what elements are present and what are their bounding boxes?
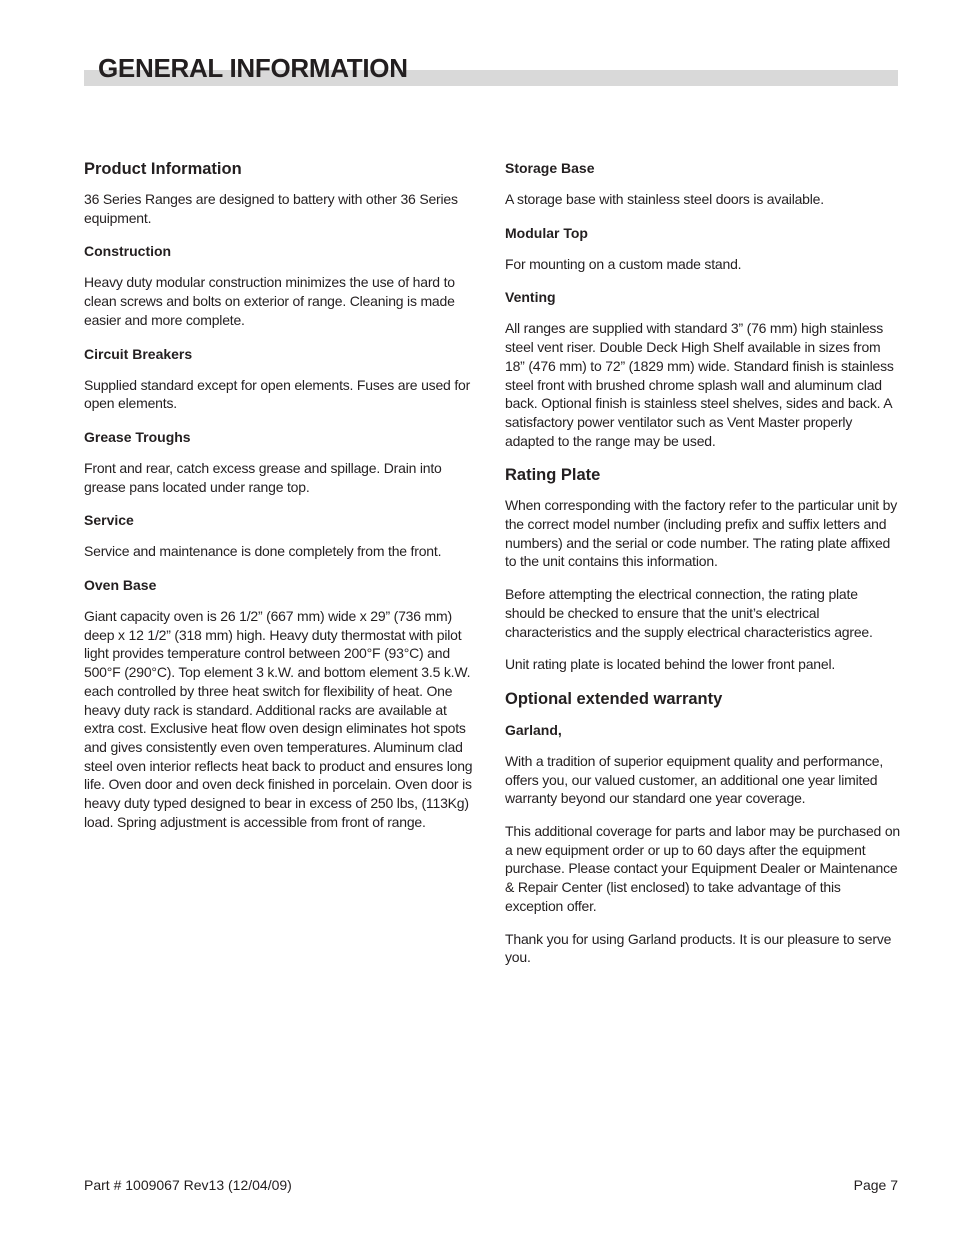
modular-top-text: For mounting on a custom made stand. [505,255,742,272]
warranty-text-1: With a tradition of superior equipment quality and performance, offers you, our valued customer, an additional one year limited warranty beyond our standard one year coverage. [505,752,884,807]
circuit-breakers-heading: Circuit Breakers [84,345,193,362]
grease-troughs-text: Front and rear, catch excess grease and spillage. Drain into grease pans located under range top. [84,459,442,495]
modular-top-heading: Modular Top [505,224,588,241]
oven-base-text: Giant capacity oven is 26 1/2” (667 mm) wide x 29” (736 mm) deep x 12 1/2” (318 mm) high. Heavy duty thermostat with pilot light provides temperature control between 200°F (93°C) and 500°F (290°C). Top element 3 k.W. and bottom element 3.5 k.W. each controlled by three heat switch for flexibility of heat. One heavy duty rack is standard. Additional racks are available at extra cost. Exclusive heat flow oven design eliminates hot spots and gives consistently even oven temperatures. Aluminum clad steel oven interior reflects heat back to product and ensures long life. Oven door and oven deck finished in porcelain. Oven door is heavy duty typed designed to bear in excess of 250 lbs, (113Kg) load. Spring adjustment is accessible from front of range. [84,608,473,830]
footer-page-number: Page 7 [853,1177,898,1193]
rating-plate-text-1: When corresponding with the factory refer to the particular unit by the correct model number (including prefix and suffix letters and numbers) and the serial or code number. The rating plate affixed to the unit contains this information. [505,497,898,570]
optional-warranty-heading: Optional extended warranty [505,689,723,708]
service-heading: Service [84,512,134,529]
warranty-text-2: This additional coverage for parts and labor may be purchased on a new equipment order or up to 60 days after the equipment purchase. Please contact your Equipment Dealer or Maintenance & Repair Center (list enclosed) to take advantage of this exception offer. [505,823,900,914]
rating-plate-heading: Rating Plate [505,466,601,485]
garland-heading: Garland, [505,721,562,738]
product-information-text: 36 Series Ranges are designed to battery with other 36 Series equipment. [84,191,458,226]
venting-text: All ranges are supplied with standard 3” (76 mm) high stainless steel vent riser. Double Deck High Shelf available in sizes from 18” (476 mm) to 72” (1829 mm) wide. Standard finish is stainless steel front with brushed chrome splash wall and aluminum clad back. Optional finish is stainless steel shelves, sides and back. A satisfactory power ventilator such as Vent Master properly adapted to the range may be used. [505,320,894,449]
construction-heading: Construction [84,243,172,260]
circuit-breakers-text: Supplied standard except for open elements. Fuses are used for open elements. [84,376,471,412]
storage-base-heading: Storage Base [505,160,595,176]
service-text: Service and maintenance is done completely from the front. [84,543,442,560]
warranty-text-3: Thank you for using Garland products. It is our pleasure to serve you. [505,930,892,966]
left-column [84,158,480,845]
product-information-heading: Product Information [84,160,242,178]
rating-plate-text-2: Before attempting the electrical connection, the rating plate should be checked to ensure that the unit’s electrical characteristics and the supply electrical characteristics agree. [505,586,873,640]
storage-base-text: A storage base with stainless steel doors is available. [505,191,824,207]
construction-text: Heavy duty modular construction minimizes the use of hard to clean screws and bolts on exterior of range. Cleaning is made easier and more complete. [84,274,455,328]
oven-base-heading: Oven Base [84,577,157,594]
grease-troughs-heading: Grease Troughs [84,428,191,445]
footer-part-number: Part # 1009067 Rev13 (12/04/09) [84,1177,292,1193]
rating-plate-text-3: Unit rating plate is located behind the lower front panel. [505,656,836,673]
page-title: GENERAL INFORMATION [98,53,408,83]
venting-heading: Venting [505,289,556,306]
right-column [505,158,901,981]
